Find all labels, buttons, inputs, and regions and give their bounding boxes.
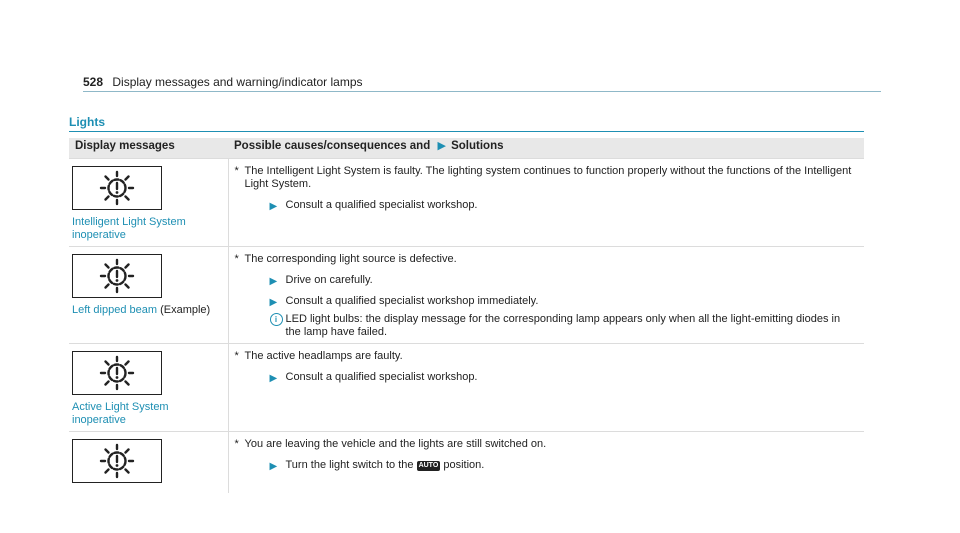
light-fault-icon	[72, 439, 162, 483]
solution-item	[270, 371, 859, 384]
page-header-title: Display messages and warning/indicator lamps	[112, 75, 363, 89]
arrow-right-icon: ▶	[269, 373, 278, 384]
arrow-right-icon: ▶	[269, 276, 278, 287]
light-fault-icon	[72, 351, 162, 395]
message-name: Intelligent Light System inoperative	[72, 216, 186, 241]
solution-text-suffix: position.	[443, 459, 485, 471]
light-fault-icon	[72, 254, 162, 298]
causes-cell	[228, 247, 864, 344]
solution-text: Consult a qualified specialist workshop.	[285, 199, 478, 211]
cause-text	[235, 438, 859, 451]
solution-item	[270, 295, 859, 308]
col-header-causes-text: Possible causes/consequences and	[234, 140, 431, 152]
info-note	[270, 313, 859, 339]
bullet-star: *	[234, 350, 239, 362]
cause-text	[235, 253, 859, 266]
display-message-cell	[69, 247, 228, 344]
solution-text: Consult a qualified specialist workshop immediately.	[285, 295, 539, 307]
bullet-star: *	[234, 438, 239, 450]
message-example-label: (Example)	[160, 304, 211, 316]
col-header-causes-solutions	[228, 138, 864, 159]
cause-description: The Intelligent Light System is faulty. The lighting system continues to function properly without the functions of the Intelligent Light System.	[244, 165, 852, 190]
section-divider	[69, 131, 864, 132]
solution-item	[270, 274, 859, 287]
arrow-right-icon: ▶	[269, 201, 278, 212]
page-header	[83, 75, 363, 89]
info-icon: i	[270, 313, 283, 326]
table-row	[69, 432, 864, 494]
cause-description: The corresponding light source is defective.	[244, 253, 457, 265]
bullet-star: *	[234, 253, 239, 265]
display-message-cell	[69, 344, 228, 432]
page-number: 528	[83, 75, 104, 89]
message-name	[72, 304, 222, 317]
arrow-right-icon: ▶	[437, 140, 446, 152]
section-title: Lights	[69, 115, 105, 129]
table-row	[69, 247, 864, 344]
table-row	[69, 344, 864, 432]
solution-item	[270, 199, 859, 212]
causes-cell	[228, 432, 864, 494]
cause-text	[235, 350, 859, 363]
message-name: Active Light System inoperative	[72, 401, 169, 426]
table-header-row	[69, 138, 864, 159]
bullet-star: *	[234, 165, 239, 177]
solution-item	[270, 459, 859, 472]
auto-switch-icon: AUTO	[418, 462, 439, 469]
table-row	[69, 159, 864, 247]
solution-text: Drive on carefully.	[285, 274, 373, 286]
arrow-right-icon: ▶	[269, 461, 278, 472]
causes-cell	[228, 159, 864, 247]
causes-cell	[228, 344, 864, 432]
col-header-display-messages: Display messages	[69, 138, 228, 159]
cause-description: The active headlamps are faulty.	[244, 350, 403, 362]
solution-text: Turn the light switch to the	[285, 459, 414, 471]
display-message-cell	[69, 159, 228, 247]
note-text: LED light bulbs: the display message for the corresponding lamp appears only when all the light-emitting diodes in the lamp have failed.	[285, 313, 841, 338]
cause-text	[235, 165, 859, 191]
header-divider	[83, 91, 881, 92]
display-messages-table	[69, 138, 864, 493]
solution-text: Consult a qualified specialist workshop.	[285, 371, 478, 383]
arrow-right-icon: ▶	[269, 297, 278, 308]
message-name-text: Left dipped beam	[72, 304, 158, 316]
cause-description: You are leaving the vehicle and the lights are still switched on.	[244, 438, 547, 450]
col-header-solutions-text: Solutions	[451, 140, 504, 152]
light-fault-icon	[72, 166, 162, 210]
display-message-cell	[69, 432, 228, 494]
